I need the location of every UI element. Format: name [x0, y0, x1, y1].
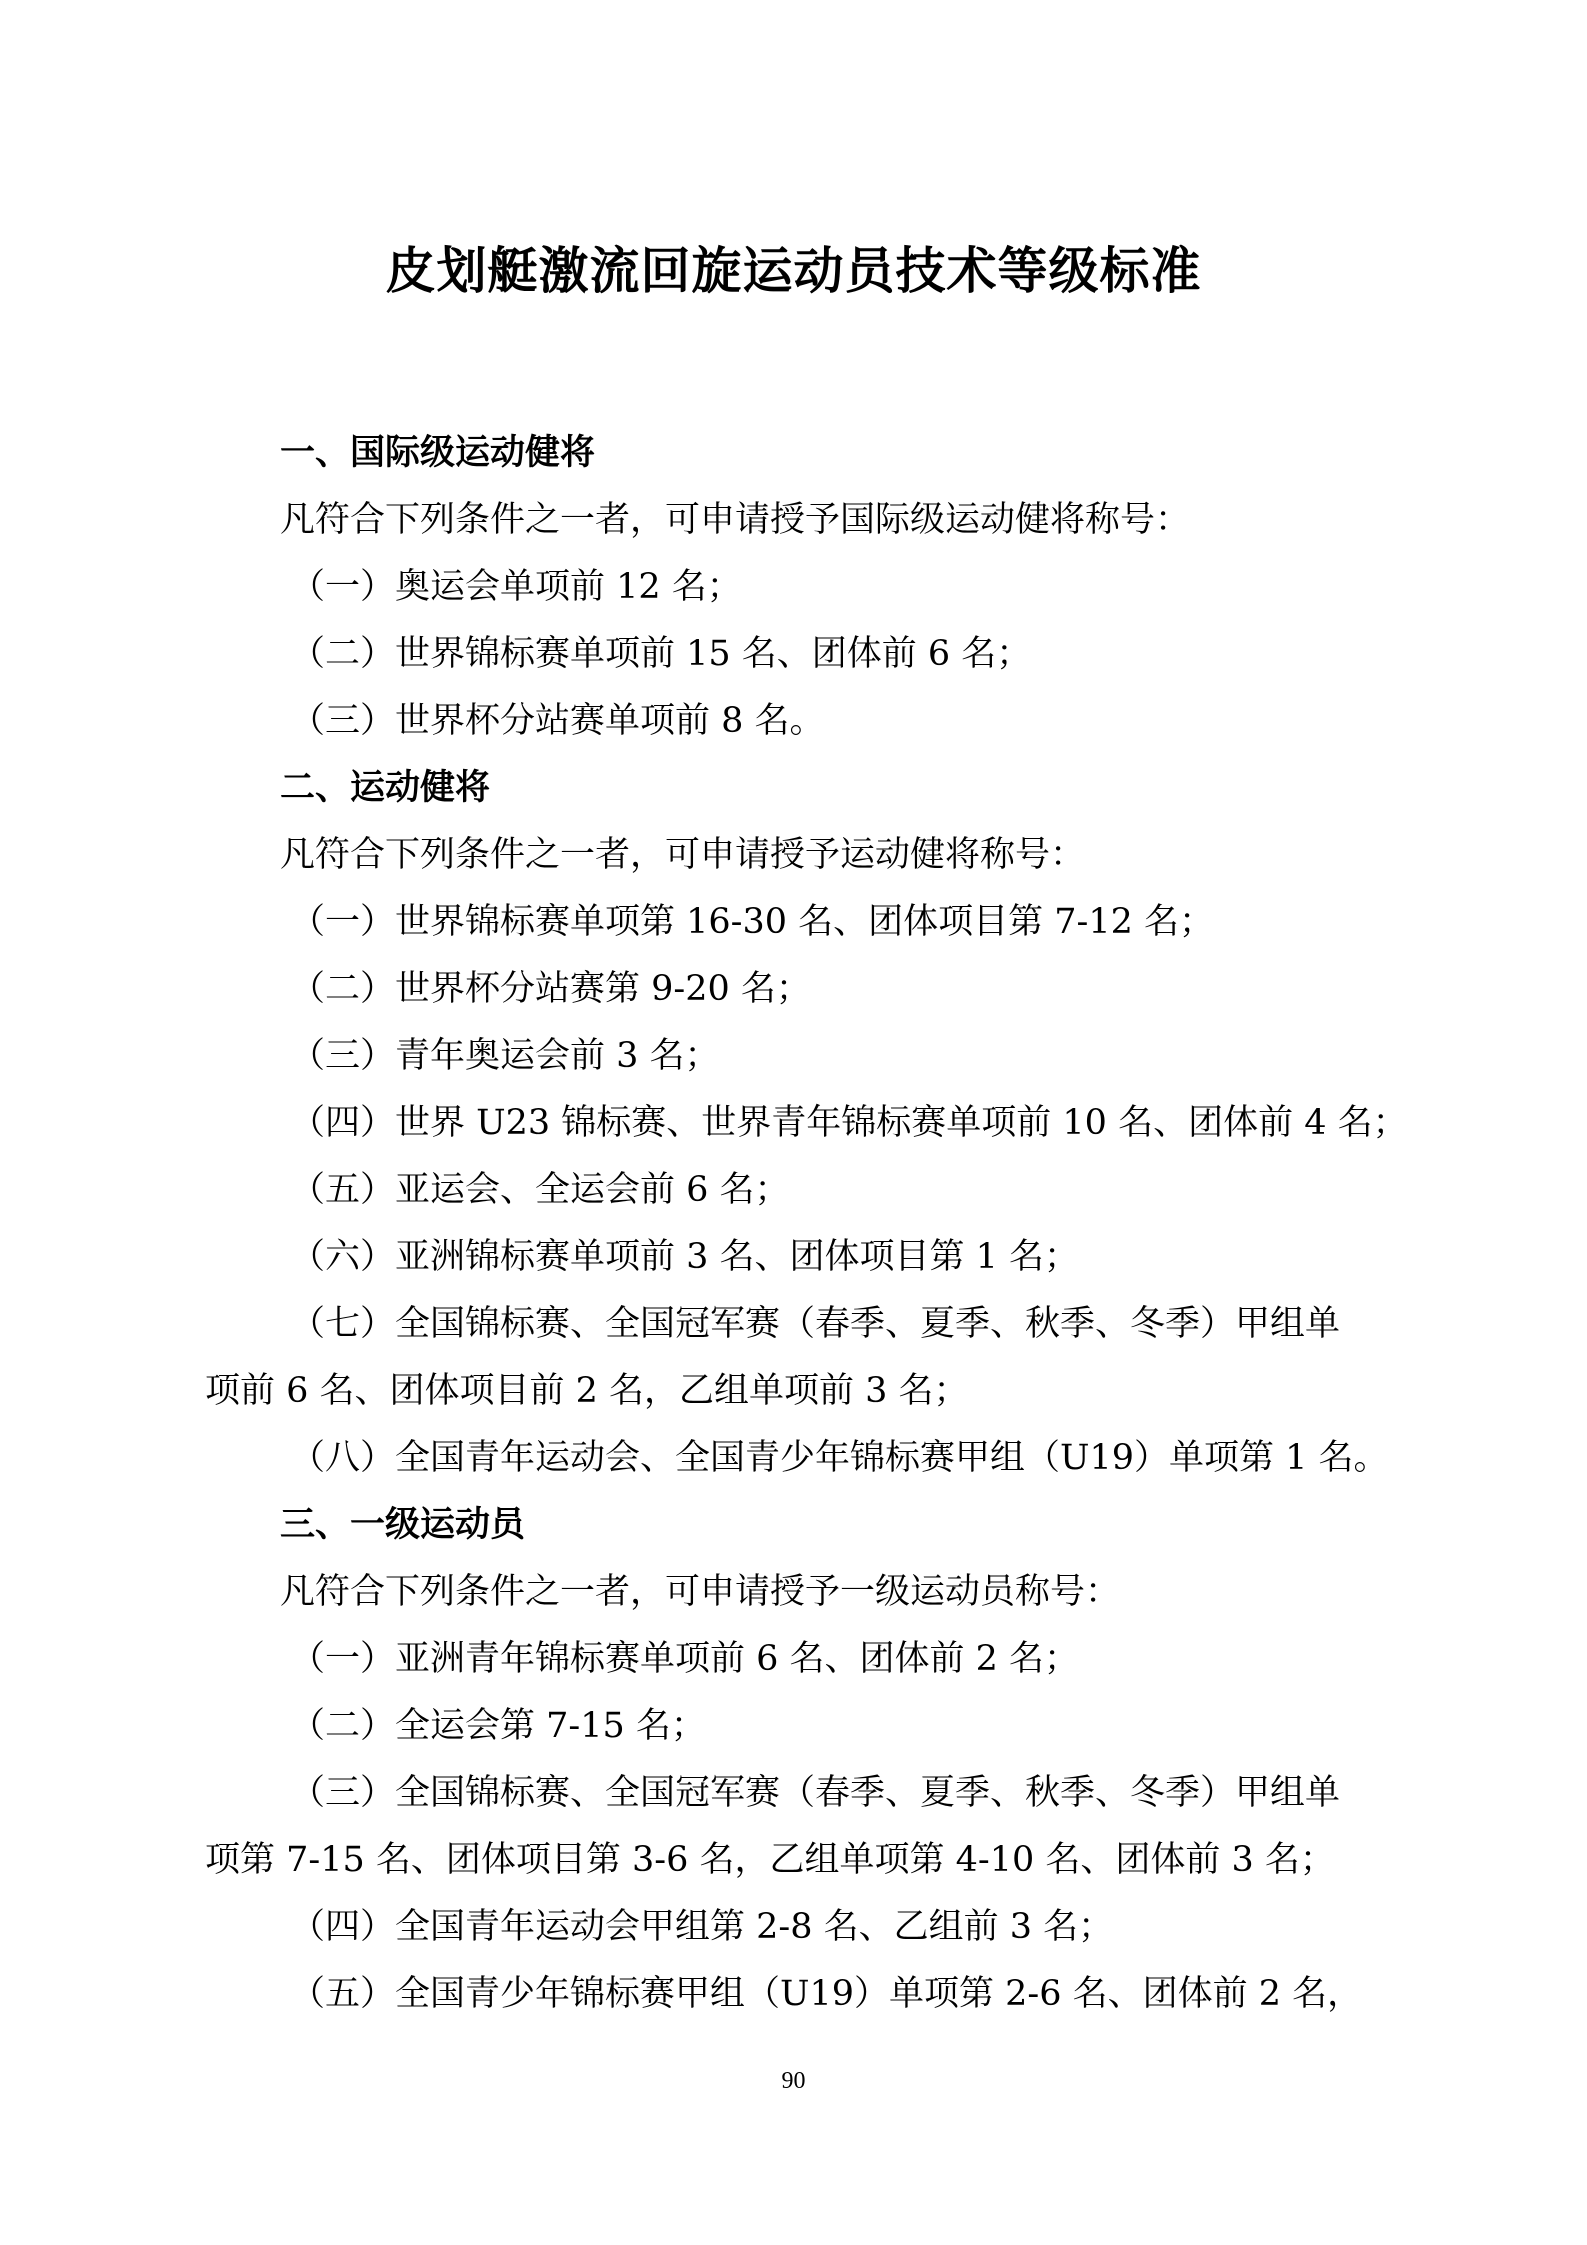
list-item: （二）全运会第 7-15 名； [290, 1706, 706, 1746]
list-item: （三）世界杯分站赛单项前 8 名。 [290, 701, 825, 741]
list-item: （五）全国青少年锦标赛甲组（U19）单项第 2-6 名、团体前 2 名， [290, 1974, 1363, 2014]
section-heading-first-class: 三、一级运动员 [280, 1505, 526, 1545]
list-item: （一）亚洲青年锦标赛单项前 6 名、团体前 2 名； [290, 1639, 1080, 1679]
list-item: （七）全国锦标赛、全国冠军赛（春季、夏季、秋季、冬季）甲组单 [290, 1304, 1341, 1344]
list-item: （四）世界 U23 锦标赛、世界青年锦标赛单项前 10 名、团体前 4 名； [290, 1103, 1408, 1143]
list-item: （二）世界锦标赛单项前 15 名、团体前 6 名； [290, 634, 1032, 674]
page-title: 皮划艇激流回旋运动员技术等级标准 [385, 242, 1202, 300]
list-item-continuation: 项第 7-15 名、团体项目第 3-6 名，乙组单项第 4-10 名、团体前 3 名； [205, 1840, 1335, 1880]
list-item: （三）全国锦标赛、全国冠军赛（春季、夏季、秋季、冬季）甲组单 [290, 1773, 1341, 1813]
section-intro: 凡符合下列条件之一者，可申请授予运动健将称号： [280, 835, 1086, 875]
list-item: （二）世界杯分站赛第 9-20 名； [290, 969, 811, 1009]
section-intro: 凡符合下列条件之一者，可申请授予国际级运动健将称号： [280, 500, 1191, 540]
list-item: （一）奥运会单项前 12 名； [290, 567, 742, 607]
section-intro: 凡符合下列条件之一者，可申请授予一级运动员称号： [280, 1572, 1121, 1612]
list-item-continuation: 项前 6 名、团体项目前 2 名，乙组单项前 3 名； [205, 1371, 969, 1411]
list-item: （五）亚运会、全运会前 6 名； [290, 1170, 790, 1210]
list-item: （六）亚洲锦标赛单项前 3 名、团体项目第 1 名； [290, 1237, 1080, 1277]
list-item: （四）全国青年运动会甲组第 2-8 名、乙组前 3 名； [290, 1907, 1114, 1947]
list-item: （八）全国青年运动会、全国青少年锦标赛甲组（U19）单项第 1 名。 [290, 1438, 1389, 1478]
section-heading-master: 二、运动健将 [280, 768, 491, 808]
list-item: （三）青年奥运会前 3 名； [290, 1036, 720, 1076]
section-heading-international-master: 一、国际级运动健将 [280, 433, 596, 473]
page-number: 90 [781, 2068, 806, 2094]
list-item: （一）世界锦标赛单项第 16-30 名、团体项目第 7-12 名； [290, 902, 1215, 942]
